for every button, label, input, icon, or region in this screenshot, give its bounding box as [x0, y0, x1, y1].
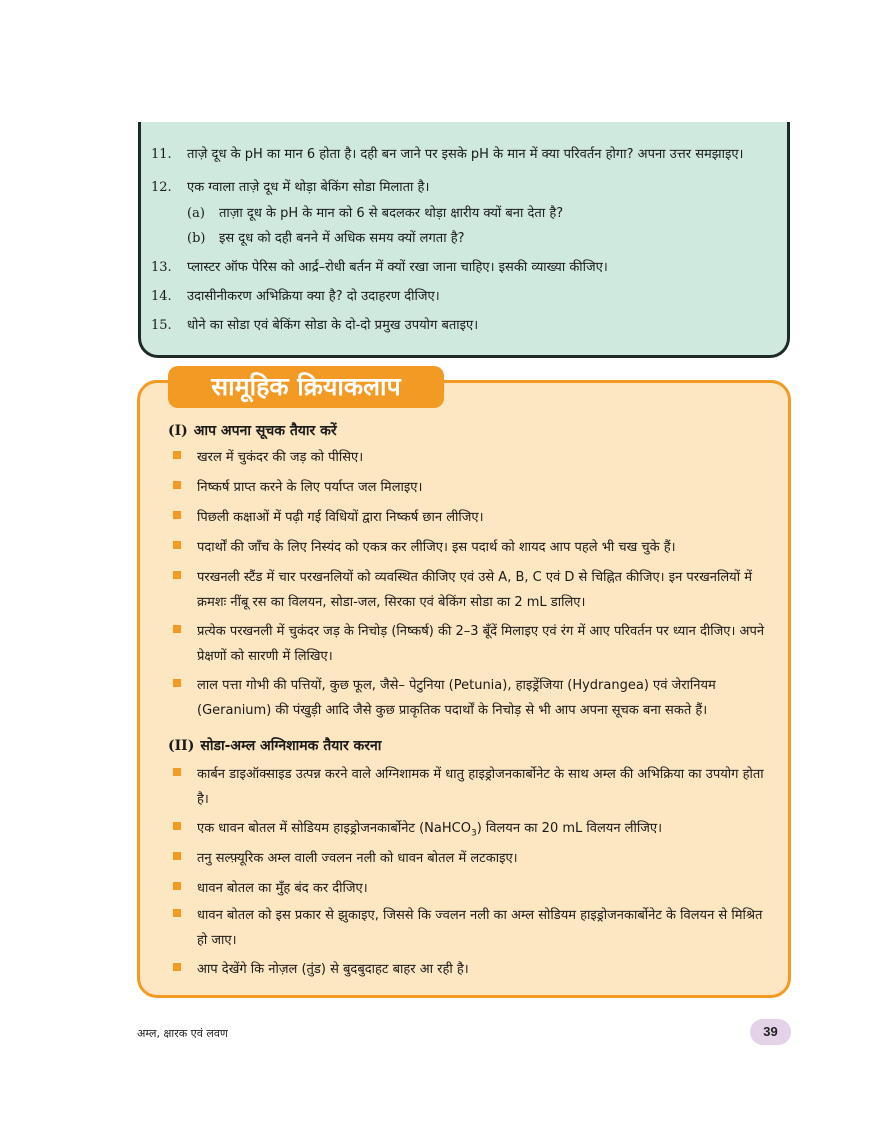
- bullet-icon: [173, 511, 181, 519]
- list-item: परखनली स्टैंड में चार परखनलियों को व्यवस्थित कीजिए एवं उसे A, B, C एवं D से चिह्नित कीजिए। इन परखनलियों में क्रमशः नींबू रस का विलयन, सोडा-जल, सिरका एवं बेकिंग सोडा का 2 mL डालिए।: [197, 570, 752, 610]
- section-title: सोडा-अम्ल अग्निशामक तैयार करना: [200, 738, 382, 754]
- list-item: लाल पत्ता गोभी की पत्तियों, कुछ फूल, जैसे– पेटुनिया (Petunia), हाइड्रेंजिया (Hydrangea) एवं जेरानियम (Geranium) की पंखुड़ी आदि जैसे कुछ प्राकृतिक पदार्थों के निचोड़ से भी आप अपना सूचक बना सकते हैं।: [197, 678, 716, 718]
- bullet-icon: [173, 882, 181, 890]
- page-number: 39: [750, 1019, 791, 1045]
- activity-title: सामूहिक क्रियाकलाप: [168, 366, 444, 408]
- question-text: उदासीनीकरण अभिक्रिया क्या है? दो उदाहरण दीजिए।: [187, 289, 440, 304]
- question-number: 13.: [151, 260, 172, 275]
- bullet-icon: [173, 963, 181, 971]
- exercise-box: [138, 122, 790, 358]
- bullet-icon: [173, 679, 181, 687]
- question-number: 15.: [151, 318, 172, 333]
- list-item: कार्बन डाइऑक्साइड उत्पन्न करने वाले अग्निशामक में धातु हाइड्रोजनकार्बोनेट के साथ अम्ल की अभिक्रिया का उपयोग होता है।: [197, 767, 764, 807]
- section-heading-indicator: [168, 422, 337, 440]
- list-item: धावन बोतल का मुँह बंद कर दीजिए।: [197, 881, 368, 896]
- bullet-icon: [173, 571, 181, 579]
- question-number: 11.: [151, 147, 172, 162]
- question-number: 14.: [151, 289, 172, 304]
- section-title: आप अपना सूचक तैयार करें: [193, 423, 337, 439]
- question-text: धोने का सोडा एवं बेकिंग सोडा के दो-दो प्रमुख उपयोग बताइए।: [187, 318, 479, 333]
- bullet-icon: [173, 768, 181, 776]
- bullet-icon: [173, 822, 181, 830]
- section-number: (II): [168, 738, 195, 754]
- question-15: [151, 317, 478, 335]
- bullet-icon: [173, 852, 181, 860]
- list-item: धावन बोतल को इस प्रकार से झुकाइए, जिससे कि ज्वलन नली का अम्ल सोडियम हाइड्रोजनकार्बोनेट के विलयन से मिश्रित हो जाए।: [197, 908, 763, 948]
- question-11: [151, 146, 743, 164]
- list-item: पदार्थों की जाँच के लिए निस्यंद को एकत्र कर लीजिए। इस पदार्थ को शायद आप पहले भी चख चुके हैं।: [197, 540, 676, 555]
- question-13: [151, 259, 608, 277]
- list-item: [197, 816, 775, 847]
- question-text: एक ग्वाला ताज़े दूध में थोड़ा बेकिंग सोडा मिलाता है।: [187, 180, 430, 195]
- bullet-icon: [173, 909, 181, 917]
- list-item: पिछली कक्षाओं में पढ़ी गई विधियों द्वारा निष्कर्ष छान लीजिए।: [197, 510, 484, 525]
- list-item: प्रत्येक परखनली में चुकंदर जड़ के निचोड़ (निष्कर्ष) की 2–3 बूँदें मिलाइए एवं रंग में आए परिवर्तन पर ध्यान दीजिए। अपने प्रेक्षणों को सारणी में लिखिए।: [197, 624, 765, 664]
- question-text: ताज़े दूध के pH का मान 6 होता है। दही बन जाने पर इसके pH के मान में क्या परिवर्तन होगा? अपना उत्तर समझाइए।: [187, 147, 744, 162]
- list-item: खरल में चुकंदर की जड़ को पीसिए।: [197, 450, 364, 465]
- list-item-text: एक धावन बोतल में सोडियम हाइड्रोजनकार्बोनेट (NaHCO: [197, 821, 471, 836]
- subquestion-label: (b): [187, 231, 206, 246]
- question-12b: [187, 230, 465, 248]
- bullet-icon: [173, 625, 181, 633]
- question-text: प्लास्टर ऑफ पेरिस को आर्द्र–रोधी बर्तन में क्यों रखा जाना चाहिए। इसकी व्याख्या कीजिए।: [187, 260, 608, 275]
- question-12: [151, 179, 429, 197]
- subquestion-text: ताज़ा दूध के pH के मान को 6 से बदलकर थोड़ा क्षारीय क्यों बना देता है?: [219, 206, 564, 221]
- bullet-icon: [173, 481, 181, 489]
- list-item-text: ) विलयन का 20 mL विलयन लीजिए।: [476, 821, 662, 836]
- subscript: 3: [470, 828, 477, 839]
- list-item: आप देखेंगे कि नोज़ल (तुंड) से बुदबुदाहट बाहर आ रही है।: [197, 962, 469, 977]
- list-item: निष्कर्ष प्राप्त करने के लिए पर्याप्त जल मिलाइए।: [197, 480, 423, 495]
- subquestion-label: (a): [187, 206, 205, 221]
- list-item: तनु सल्फ़्यूरिक अम्ल वाली ज्वलन नली को धावन बोतल में लटकाइए।: [197, 851, 518, 866]
- subquestion-text: इस दूध को दही बनने में अधिक समय क्यों लगता है?: [219, 231, 465, 246]
- section-number: (I): [168, 423, 188, 439]
- section-heading-extinguisher: [168, 737, 381, 755]
- question-number: 12.: [151, 180, 172, 195]
- chapter-title: अम्ल, क्षारक एवं लवण: [137, 1027, 228, 1040]
- bullet-icon: [173, 541, 181, 549]
- bullet-icon: [173, 451, 181, 459]
- question-12a: [187, 205, 563, 223]
- question-14: [151, 288, 440, 306]
